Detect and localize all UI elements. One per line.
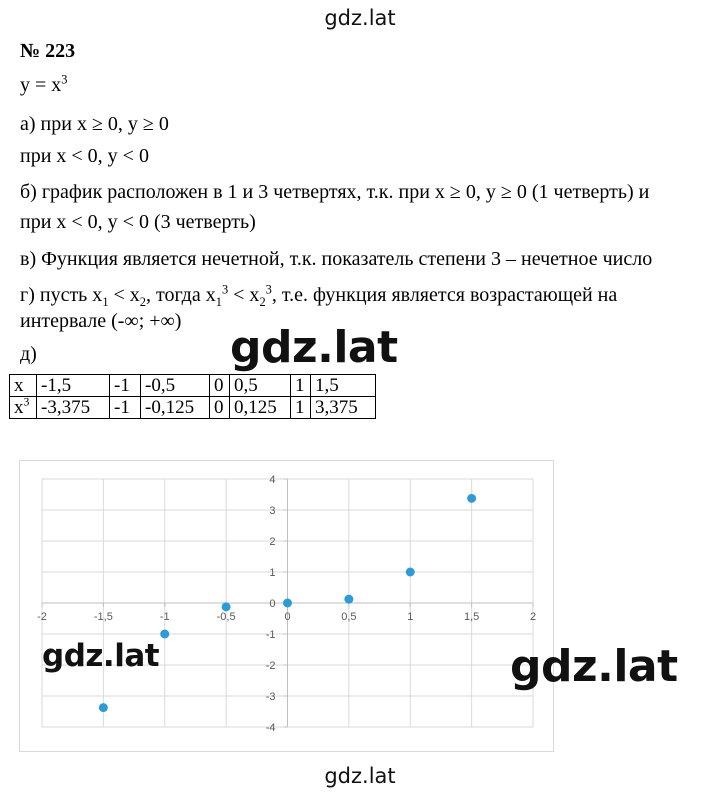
watermark-chart-right: gdz.lat: [510, 641, 678, 692]
x-tick-label: 0,5: [341, 611, 357, 623]
g-sub-1: 1: [102, 295, 109, 309]
answer-b-line2: при x < 0, y < 0 (3 четверть): [20, 211, 256, 233]
g-text-4: < x: [228, 284, 260, 306]
g-sup-4: 3: [265, 282, 272, 297]
y-tick-label: 3: [269, 505, 276, 517]
answer-g-line1: [20, 284, 617, 307]
y-tick-label: 2: [269, 536, 276, 548]
table-row-x: [10, 375, 376, 397]
data-point: [344, 595, 353, 604]
table-cell: -0,125: [141, 397, 210, 419]
x-tick-label: 1: [407, 611, 414, 623]
x-tick-label: -1,5: [93, 611, 113, 623]
answer-a-line2: при x < 0, y < 0: [20, 145, 149, 167]
y-tick-label: -1: [265, 629, 276, 641]
answer-b-line1: б) график расположен в 1 и 3 четвертях, т.к. при x ≥ 0, y ≥ 0 (1 четверть) и: [20, 181, 650, 203]
g-sub-4: 2: [259, 295, 266, 309]
table-row-label: [10, 397, 37, 419]
table-cell: -1,5: [37, 375, 110, 397]
data-point: [406, 568, 415, 577]
chart-frame: [19, 460, 554, 752]
y-tick-label: -2: [265, 660, 276, 672]
y-tick-label: -3: [265, 691, 276, 703]
row-label-base: x: [14, 397, 24, 418]
table-cell: 1: [291, 397, 311, 419]
values-table: [9, 374, 376, 419]
data-point: [160, 630, 169, 639]
table-cell: 3,375: [311, 397, 376, 419]
problem-number: № 223: [20, 40, 76, 62]
x-tick-label: 2: [529, 611, 537, 623]
g-text-1: г) пусть x: [20, 284, 103, 306]
answer-v-line: в) Функция является нечетной, т.к. показатель степени 3 – нечетное число: [20, 248, 653, 270]
table-cell: 1: [291, 375, 311, 397]
row-label-exp: 3: [23, 395, 30, 409]
x-tick-label: -2: [37, 611, 47, 623]
table-cell: 0: [210, 375, 230, 397]
table-cell: -3,375: [37, 397, 110, 419]
table-cell: 1,5: [311, 375, 376, 397]
table-cell: 0,5: [230, 375, 291, 397]
data-point: [283, 599, 292, 608]
function-formula: [20, 74, 67, 97]
table-cell: -1: [110, 375, 141, 397]
g-text-2: < x: [108, 284, 140, 306]
y-tick-label: 0: [269, 598, 276, 610]
data-point: [222, 602, 231, 611]
data-point: [467, 494, 476, 503]
watermark-chart-left: gdz.lat: [42, 638, 160, 674]
watermark-middle: gdz.lat: [230, 322, 398, 373]
g-text-3: , тогда x: [146, 284, 216, 306]
g-sub-3: 1: [215, 295, 222, 309]
watermark-bottom: gdz.lat: [324, 764, 396, 788]
x-tick-label: -1: [159, 611, 170, 623]
g-text-5: , т.е. функция является возрастающей на: [271, 284, 618, 306]
table-cell: -0,5: [141, 375, 210, 397]
watermark-top: gdz.lat: [324, 6, 396, 30]
function-exponent: 3: [61, 72, 68, 87]
table-cell: -1: [110, 397, 141, 419]
x-tick-label: 0: [284, 611, 291, 623]
y-tick-label: 4: [269, 474, 276, 486]
scatter-chart: [20, 461, 553, 751]
y-tick-label: -4: [265, 722, 276, 734]
answer-d-label: д): [20, 343, 37, 365]
x-tick-label: 1,5: [463, 611, 480, 623]
g-sub-2: 2: [139, 295, 146, 309]
table-row-y: [10, 397, 376, 419]
g-sup-3: 3: [221, 282, 229, 297]
answer-a-line1: а) при x ≥ 0, y ≥ 0: [20, 113, 169, 135]
y-tick-label: 1: [269, 567, 276, 579]
function-base: y = x: [20, 74, 62, 96]
table-row-label: x: [10, 375, 37, 397]
table-cell: 0: [210, 397, 230, 419]
answer-g-line2: интервале (-∞; +∞): [20, 310, 182, 332]
table-cell: 0,125: [230, 397, 291, 419]
data-point: [99, 703, 108, 712]
x-tick-label: -0,5: [216, 611, 236, 623]
